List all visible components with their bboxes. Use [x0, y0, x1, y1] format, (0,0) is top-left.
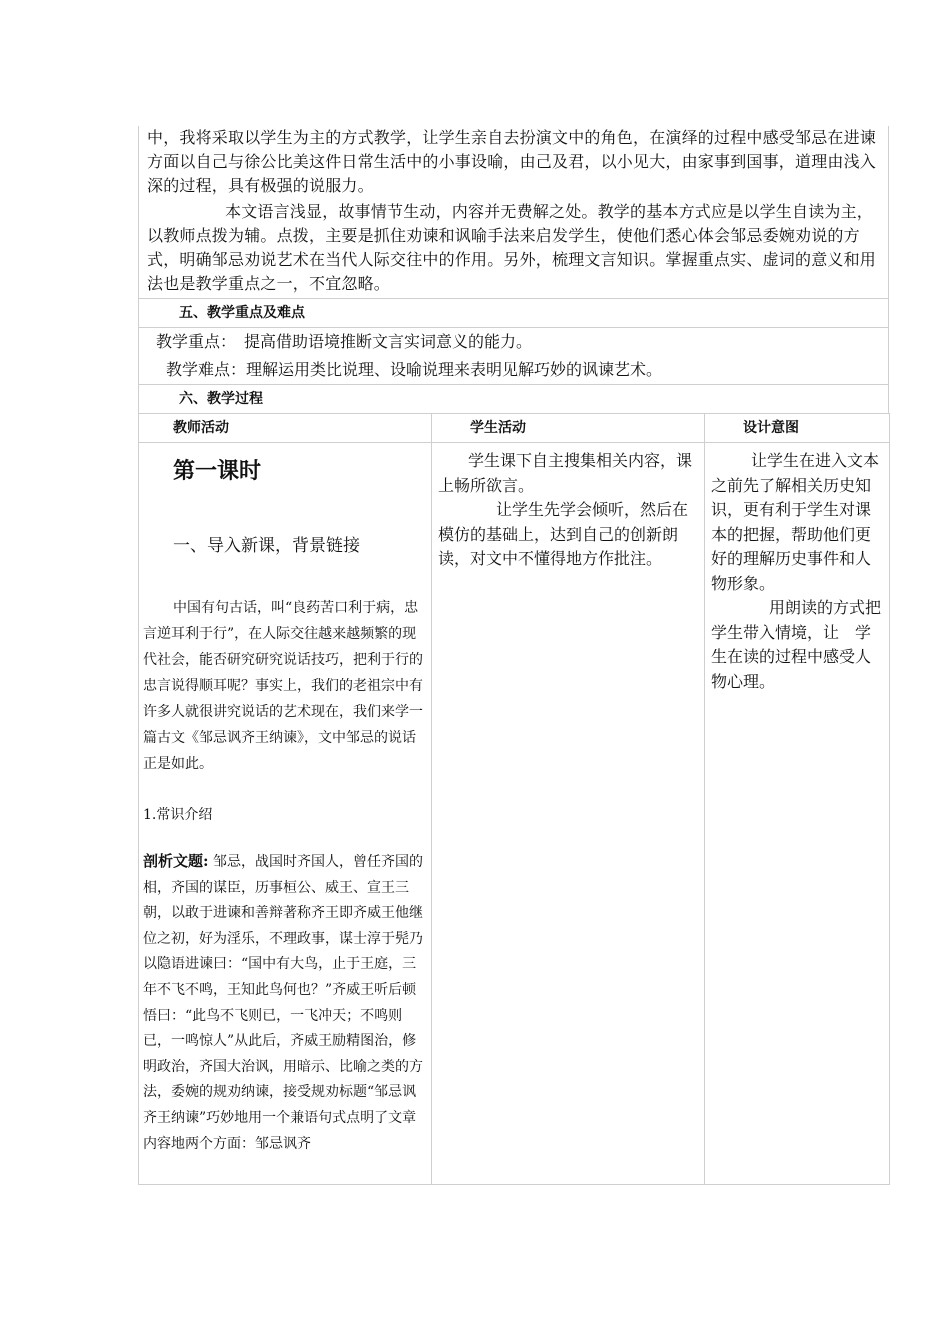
student-activity-cell	[432, 443, 705, 1185]
list-item-knowledge: 1.常识介绍	[143, 807, 213, 823]
teacher-activity-cell	[139, 443, 432, 1185]
design-intent-cell	[705, 443, 890, 1185]
design-intent-1: 让学生在进入文本之前先了解相关历史知识，更有利于学生对课本的把握，帮助他们更好的理解历史事件和人物形象。	[711, 451, 880, 593]
section-5-title: 五、教学重点及难点	[139, 299, 888, 328]
section-6-title: 六、教学过程	[179, 391, 263, 407]
key-point: 教学重点： 提高借助语境推断文言实词意义的能力。	[156, 332, 533, 351]
section-subtitle: 一、导入新课，背景链接	[173, 536, 360, 556]
intro-paragraph-2: 本文语言浅显，故事情节生动，内容并无费解之处。教学的基本方式应是以学生自读为主，以教师点拨为辅。点拨，主要是抓住劝谏和讽喻手法来启发学生，使他们悉心体会邹忌委婉劝说的方式，明确邹忌劝说艺术在当代人际交往中的作用。另外，梳理文言知识。掌握重点实、虚词的意义和用法也是教学重点之一，不宜忽略。	[147, 202, 877, 293]
lesson-intro: 中国有句古话，叫“良药苦口利于病，忠言逆耳利于行”，在人际交往越来越频繁的现代社会，能否研究研究说话技巧，把利于行的忠言说得顺耳呢？事实上，我们的老祖宗中有许多人就很讲究说话的艺术现在，我们来学一篇古文《邹忌讽齐王纳谏》，文中邹忌的说话正是如此。	[143, 600, 423, 772]
design-intent-2: 用朗读的方式把学生带入情境，让 学生在读的过程中感受人物心理。	[711, 598, 882, 691]
table-row	[139, 443, 890, 1185]
intro-text	[139, 126, 888, 299]
student-activity-2: 让学生先学会倾听，然后在模仿的基础上，达到自己的创新朗读，对文中不懂得地方作批注。	[438, 500, 689, 568]
intro-paragraph-1: 中，我将采取以学生为主的方式教学，让学生亲自去扮演文中的角色，在演绎的过程中感受邹忌在进谏方面以自己与徐公比美这件日常生活中的小事设喻，由己及君，以小见大，由家事到国事，道理由浅入深的过程，具有极强的说服力。	[147, 128, 877, 195]
title-analysis	[143, 849, 431, 1157]
header-design: 设计意图	[705, 414, 890, 443]
table-header-row	[139, 414, 890, 443]
intro-block	[138, 126, 889, 413]
header-student: 学生活动	[432, 414, 705, 443]
teaching-process-table	[138, 413, 890, 1185]
difficult-point: 教学难点：理解运用类比说理、设喻说理来表明见解巧妙的讽谏艺术。	[139, 356, 888, 385]
analysis-text: 邹忌，战国时齐国人，曾任齐国的相，齐国的谋臣，历事桓公、威王、宣王三朝，以敢于进谏和善辩著称齐王即齐威王他继位之初，好为淫乐，不理政事，谋士淳于髡乃以隐语进谏曰：“国中有大鸟，止于王庭，三年不飞不鸣，王知此鸟何也？”齐威王听后顿悟曰：“此鸟不飞则已，一飞冲天；不鸣则已，一鸣惊人”从此后，齐威王励精图治，修明政治，齐国大治讽，用暗示、比喻之类的方法，委婉的规劝纳谏，接受规劝标题“邹忌讽齐王纳谏”巧妙地用一个兼语句式点明了文章内容地两个方面：邹忌讽齐	[143, 854, 423, 1152]
header-teacher: 教师活动	[139, 414, 432, 443]
lesson-title: 第一课时	[173, 459, 262, 484]
analysis-label: 剖析文题:	[143, 852, 209, 870]
student-activity-1: 学生课下自主搜集相关内容，课上畅所欲言。	[438, 451, 693, 495]
document-page	[138, 126, 889, 1185]
